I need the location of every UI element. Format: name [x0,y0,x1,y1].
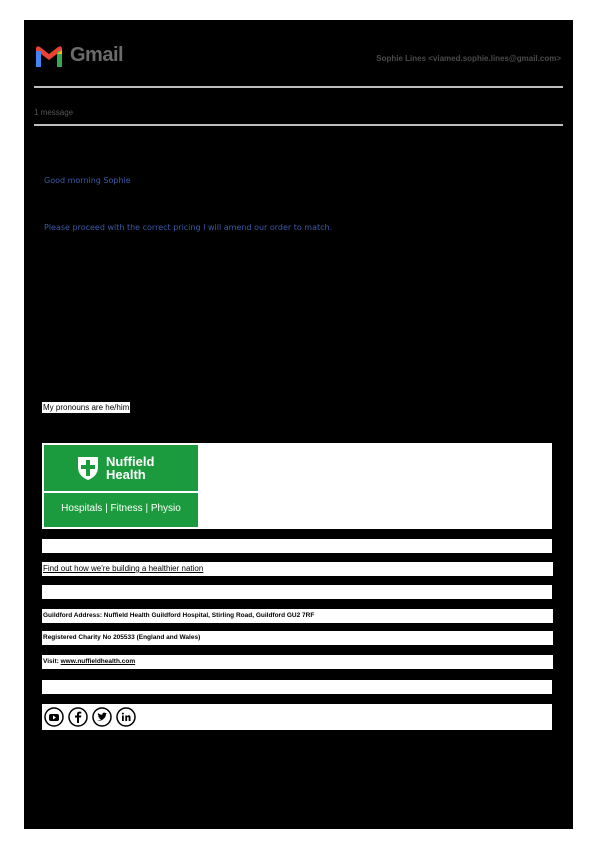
thread-divider [34,124,563,126]
message-count: 1 message [34,108,74,117]
gmail-logo [34,44,123,67]
facebook-icon[interactable] [68,707,88,727]
email-print-page [24,20,573,829]
header-divider [34,86,563,88]
twitter-icon[interactable] [92,707,112,727]
brand-divider [44,491,198,493]
signature-address: Guildford Address: Nuffield Health Guildford Hospital, Stirling Road, Guildford GU2 7RF [42,609,553,623]
signature-spacer [42,680,552,694]
healthier-nation-link[interactable]: Find out how we're building a healthier nation [43,564,204,573]
social-icons-row [42,704,552,730]
signature-charity: Registered Charity No 205533 (England and Wales) [42,631,553,645]
shield-cross-icon [76,455,100,481]
signature-link-row [42,562,553,576]
gmail-wordmark: Gmail [70,44,124,66]
signature-banner [42,443,552,529]
brand-name: Nuffield Health [106,454,155,482]
gmail-m-icon [34,45,64,67]
brand-tagline: Hospitals | Fitness | Physio [61,503,181,514]
website-link[interactable]: www.nuffieldhealth.com [60,658,136,665]
signature-visit: Visit: www.nuffieldhealth.com [42,655,553,669]
pronouns-line: My pronouns are he/him [43,403,130,412]
email-greeting: Good morning Sophie [44,176,131,185]
linkedin-icon[interactable] [116,707,136,727]
nuffield-health-logo[interactable] [44,445,198,527]
signature-spacer [42,585,552,599]
youtube-icon[interactable] [44,707,64,727]
email-body-text: Please proceed with the correct pricing I will amend our order to match. [44,223,333,232]
sender-address: Sophie Lines <viamed.sophie.lines@gmail.com> [376,54,561,63]
signature-spacer [42,539,552,553]
